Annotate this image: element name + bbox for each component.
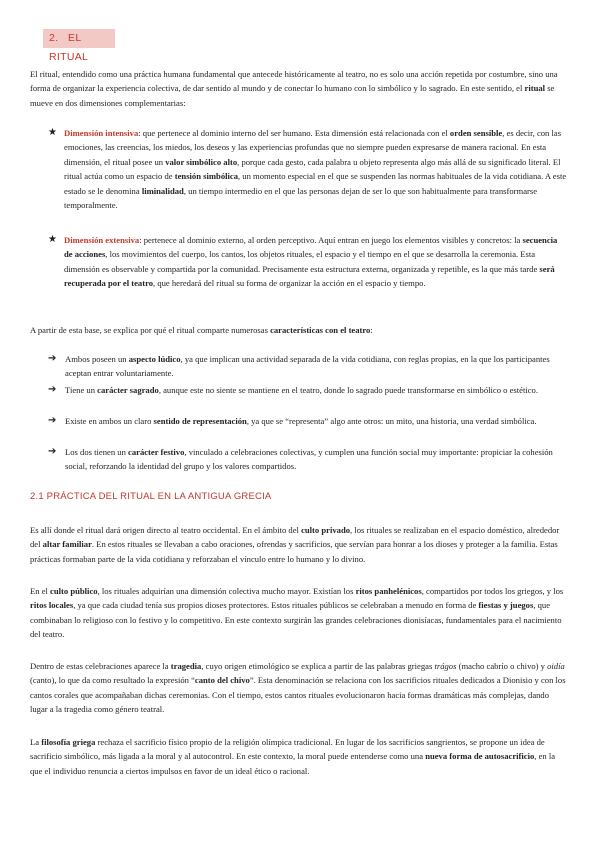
text: , en la que el individuo renuncia a ciertos impulsos en favor de un ideal ético o racional. xyxy=(30,751,556,776)
list-item-text xyxy=(64,233,568,291)
subsection-title: PRÁCTICA DEL RITUAL EN LA ANTIGUA GRECIA xyxy=(46,491,272,502)
section-number: 2. xyxy=(49,32,59,44)
text: , es decir, con las emociones, las creencias, los miedos, los deseos y las experiencias profundas que no siempre pueden expresarse de manera racional. En esta dimensión, el ritual posee un xyxy=(64,128,562,167)
text: , compartidos por todos los griegos, y los xyxy=(421,586,564,596)
text: , los rituales adquirían una dimensión colectiva mucho mayor. Existían los xyxy=(97,586,356,596)
section-heading xyxy=(43,29,115,63)
text: A partir de esta base, se explica por qué el ritual comparte numerosas xyxy=(30,325,271,335)
text: : xyxy=(370,325,373,335)
list-item-text xyxy=(65,414,568,428)
star-bullet-icon: ★ xyxy=(48,127,57,138)
bold-text: aspecto lúdico xyxy=(128,354,181,364)
text: Dentro de estas celebraciones aparece la xyxy=(30,661,171,671)
text: , ya que cada ciudad tenía sus propios dioses protectores. Estos rituales públicos se celebraban a menudo en forma de xyxy=(73,600,479,611)
text: , vinculado a celebraciones colectivas, y cumplen una función social muy importante: propiciar la cohesión social, reforzando la identidad del grupo y los valores compartidos. xyxy=(65,447,553,472)
highlight-label: Dimensión intensiva xyxy=(64,128,139,138)
bold-text: altar familiar xyxy=(42,539,92,550)
bold-text: será recuperada por el teatro xyxy=(64,263,555,289)
bold-text: ritos locales xyxy=(30,600,74,611)
text: Los dos tienen un xyxy=(65,447,129,457)
arrow-bullet-icon: ➔ xyxy=(48,384,57,395)
text: , un tiempo intermedio en el que las personas dejan de ser lo que son habitualmente para transformarse temporalmente. xyxy=(64,185,538,211)
highlight-label: Dimensión extensiva xyxy=(64,235,140,245)
list-item-text xyxy=(65,383,568,397)
text: Existe en ambos un claro xyxy=(65,416,154,426)
intro-paragraph xyxy=(30,67,568,110)
bold-text: culto público xyxy=(50,586,98,596)
text: (macho cabrío o chivo) y xyxy=(456,661,548,671)
text: Tiene un xyxy=(65,385,98,395)
text: La xyxy=(30,737,42,747)
bold-text: secuencia de acciones xyxy=(64,235,558,260)
list-item-text xyxy=(64,126,568,212)
text: , los rituales se realizaban en el espacio doméstico, alrededor del xyxy=(30,525,560,550)
bold-text: sentido de representación xyxy=(153,416,247,426)
text: , ya que implican una actividad separada de la vida cotidiana, con reglas propias, en la que los participantes aceptan entrar voluntariamente. xyxy=(65,354,550,379)
caracteristicas-intro xyxy=(30,323,568,337)
bold-text: filosofía griega xyxy=(41,737,96,747)
bold-text: ritual xyxy=(524,83,546,94)
bold-text: ritos panhelénicos xyxy=(355,586,422,596)
text: (canto), lo que da como resultado la expresión “ xyxy=(30,675,195,686)
text: , ya que se “representa” algo ante otros: un mito, una historia, una verdad simbólica. xyxy=(246,416,537,426)
text: , un momento especial en el que se suspenden las normas habituales de la vida cotidiana. A este estado se le denomina xyxy=(64,171,567,196)
text: rechaza el sacrificio físico propio de la religión olímpica tradicional. En lugar de los sacrificios sangrientos, se propone un idea de sacrificio simbólico, más ligada a la moral y al autocontrol. En este contexto, la moral puede entenderse como una xyxy=(30,737,545,762)
bold-text: tragedia xyxy=(170,661,202,671)
bold-text: fiestas y juegos xyxy=(478,600,534,611)
italic-text: trágos xyxy=(434,661,457,671)
text: , que combinaban lo religioso con lo festivo y lo competitivo. En este contexto surgirán las grandes celebraciones dionisíacas, fundamentales para el nacimiento del teatro. xyxy=(30,600,562,640)
text: El ritual, entendido como una práctica humana fundamental que antecede históricamente al teatro, no es solo una acción repetida por costumbre, sino una forma de organizar la experiencia colectiva, de dar sentido al mundo y de conectar lo humano con lo simbólico y lo sagrado. En este sentido, el xyxy=(30,69,558,94)
bold-text: canto del chivo xyxy=(194,675,250,686)
arrow-bullet-icon: ➔ xyxy=(48,353,57,364)
text: ”. Esta denominación se relaciona con los sacrificios rituales dedicados a Dionisio y con los cantos corales que acompañaban dichas ceremonias. Con el tiempo, estos cantos rituales evolucionaron hacia formas dramáticas más complejas, dando lugar a la tragedia como género teatral. xyxy=(30,675,566,715)
bold-text: tensión simbólica xyxy=(174,171,238,182)
text: , porque cada gesto, cada palabra u objeto representa algo más allá de su significado literal. El ritual actúa como un espacio de xyxy=(64,156,561,182)
paragraph-culto-privado xyxy=(30,523,568,566)
text: , aunque este no siente se mantiene en el teatro, donde lo sagrado puede transformarse en simbólico o estético. xyxy=(158,385,539,395)
bold-text: nueva forma de autosacrificio xyxy=(425,751,535,762)
bold-text: características con el teatro xyxy=(270,325,371,335)
text: Es allí donde el ritual dará origen directo al teatro occidental. En el ámbito del xyxy=(30,525,302,535)
text: , que heredará del ritual su forma de organizar la acción en el espacio y tiempo. xyxy=(153,278,426,289)
italic-text: oidía xyxy=(547,661,565,671)
text: , los movimientos del cuerpo, los cantos, los objetos rituales, el espacio y el tiempo en el que se desarrolla la ceremonia. Esta dimensión es observable y compartida por la comunidad. Precisamente esta estructura externa, organizada y repetible, es la que más tarde xyxy=(64,249,540,274)
subsection-heading xyxy=(30,491,271,502)
paragraph-tragedia xyxy=(30,659,568,717)
text: En el xyxy=(30,586,51,596)
bold-text: carácter festivo xyxy=(128,447,185,457)
list-item-text xyxy=(65,352,568,381)
subsection-number: 2.1 xyxy=(30,491,44,502)
bold-text: valor simbólico alto xyxy=(165,156,238,167)
paragraph-culto-publico xyxy=(30,584,568,642)
section-title: EL RITUAL xyxy=(49,32,89,63)
arrow-bullet-icon: ➔ xyxy=(48,415,57,426)
text: : pertenece al dominio externo, al orden perceptivo. Aquí entran en juego los elementos visibles y concretos: la xyxy=(139,235,523,245)
bold-text: orden sensible xyxy=(449,128,503,138)
bold-text: carácter sagrado xyxy=(97,385,159,395)
bold-text: liminalidad xyxy=(141,185,184,196)
list-item-text xyxy=(65,445,568,474)
arrow-bullet-icon: ➔ xyxy=(48,446,57,457)
star-bullet-icon: ★ xyxy=(48,234,57,245)
text: : que pertenece al dominio interno del ser humano. Esta dimensión está relacionada con el xyxy=(138,128,450,138)
text: Ambos poseen un xyxy=(65,354,129,364)
bold-text: culto privado xyxy=(301,525,351,535)
text: se mueve en dos dimensiones complementarias: xyxy=(30,83,555,108)
paragraph-filosofia xyxy=(30,735,568,778)
text: . En estos rituales se llevaban a cabo oraciones, ofrendas y sacrificios, que servían para honrar a los dioses y proteger a la familia. Estas prácticas formaban parte de la vida cotidiana y reforzaban el vínculo entre lo humano y lo divino. xyxy=(30,539,558,564)
text: , cuyo origen etimológico se explica a partir de las palabras griegas xyxy=(201,661,435,671)
